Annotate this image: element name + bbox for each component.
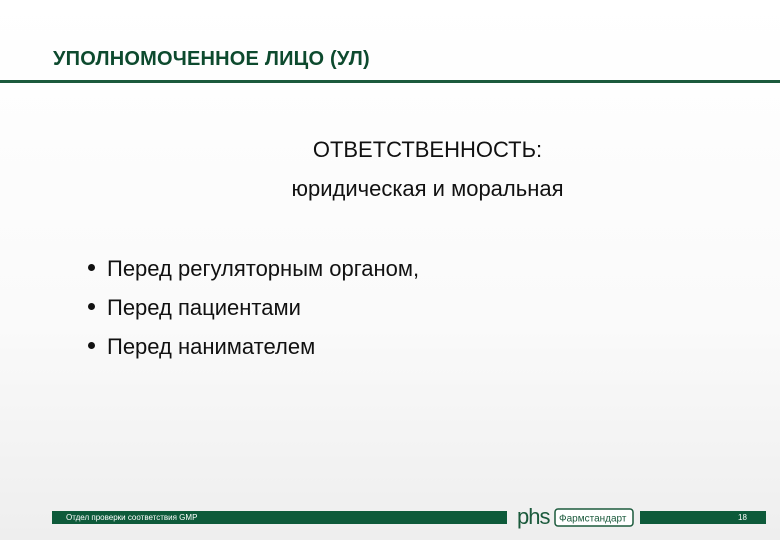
bullet-icon [88,342,95,349]
list-item [88,334,419,373]
bullet-text: Перед регуляторным органом, [107,256,420,281]
page-number: 18 [738,513,747,522]
footer-bar-right [640,511,766,524]
logo-word: Фармстандарт [559,513,627,525]
slide-title: УПОЛНОМОЧЕННОЕ ЛИЦО (УЛ) [53,48,370,70]
bullet-list [88,256,419,373]
bullet-icon [88,303,95,310]
pharmstandard-logo-icon [515,501,635,531]
logo-mark: phs [517,504,550,529]
bullet-text: Перед нанимателем [107,334,316,359]
bullet-text: Перед пациентами [107,295,301,320]
bullet-icon [88,264,95,271]
title-divider [0,80,780,83]
footer-department: Отдел проверки соответствия GMP [66,513,198,522]
responsibility-subheading: юридическая и моральная [291,176,564,201]
responsibility-heading: ОТВЕТСТВЕННОСТЬ: [312,137,543,162]
list-item [88,256,419,295]
list-item [88,295,419,334]
